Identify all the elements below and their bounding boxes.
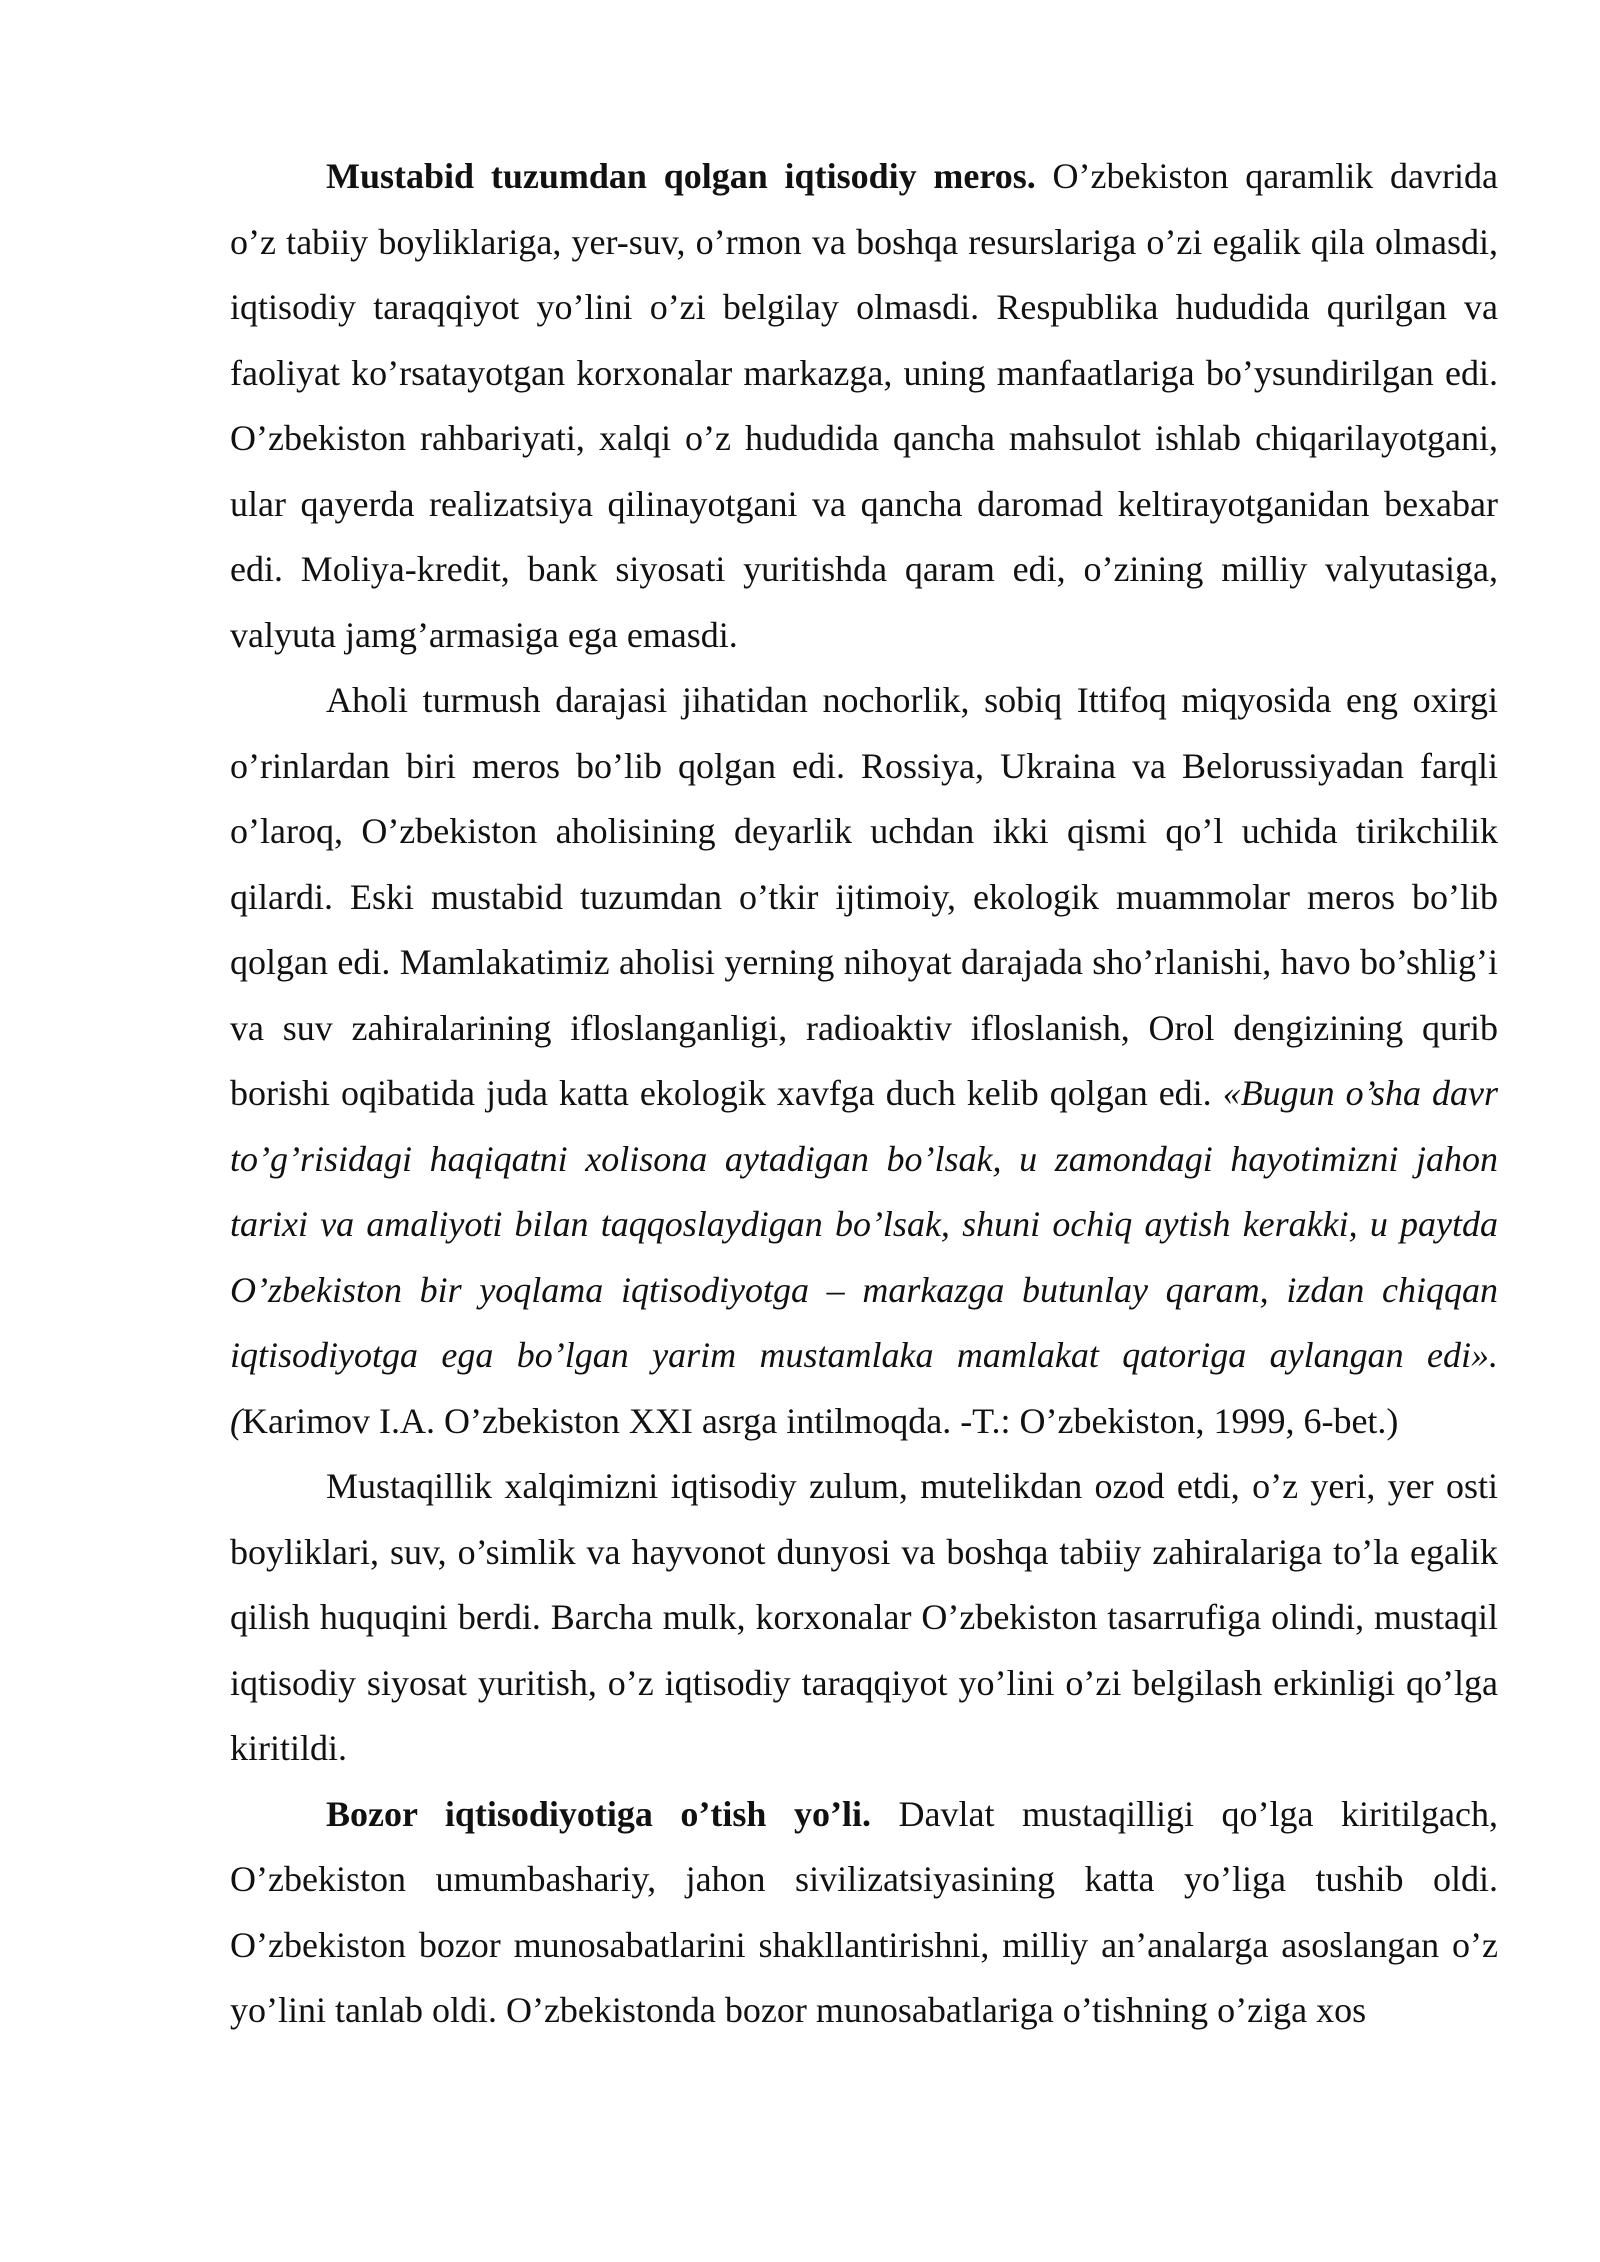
section-heading-market-transition: Bozor iqtisodiyotiga o’tish yo’li. [326,1793,871,1834]
section-heading-economic-legacy: Mustabid tuzumdan qolgan iqtisodiy meros. [326,156,1036,196]
paragraph-independence [230,1454,1498,1782]
paragraph-text: Davlat mustaqilligi qo’lga kiritilgach, O’zbekiston umumbashariy, jahon sivilizatsiyasining katta yo’liga tushib oldi. O’zbekiston bozor munosabatlarini shakllantirishni, milliy an’analarga asoslangan o’z yo’lini tanlab oldi. O’zbekistonda bozor munosabatlariga o’tishning o’ziga xos [230,1793,1499,2030]
document-page [230,144,1498,2044]
paragraph-economic-legacy [230,144,1498,668]
paragraph-text: Mustaqillik xalqimizni iqtisodiy zulum, mutelikdan ozod etdi, o’z yeri, yer osti boyliklari, suv, o’simlik va hayvonot dunyosi va boshqa tabiiy zahiralariga to’la egalik qilish huquqini berdi. Barcha mulk, korxonalar O’zbekiston tasarrufiga olindi, mustaqil iqtisodiy siyosat yuritish, o’z iqtisodiy taraqqiyot yo’lini o’zi belgilash erkinligi qo’lga kiritildi. [230,1466,1498,1768]
paragraph-text: Aholi turmush darajasi jihatidan nochorlik, sobiq Ittifoq miqyosida eng oxirgi o’rinlardan biri meros bo’lib qolgan edi. Rossiya, Ukraina va Belorussiyadan farqli o’laroq, O’zbekiston aholisining deyarlik uchdan ikki qismi qo’l uchida tirikchilik qilardi. Eski mustabid tuzumdan o’tkir ijtimoiy, ekologik muammolar meros bo’lib qolgan edi. Mamlakatimiz aholisi yerning nihoyat darajada sho’rlanishi, havo bo’shlig’i va suv zahiralarining ifloslanganligi, radioaktiv ifloslanish, Orol dengizining qurib borishi oqibatida juda katta ekologik xavfga duch kelib qolgan edi. [230,680,1498,1113]
paragraph-text: O’zbekiston qaramlik davrida o’z tabiiy boyliklariga, yer-suv, o’rmon va boshqa resurslariga o’zi egalik qila olmasdi, iqtisodiy taraqqiyot yo’lini o’zi belgilay olmasdi. Respublika hududida qurilgan va faoliyat ko’rsatayotgan korxonalar markazga, uning manfaatlariga bo’ysundirilgan edi. O’zbekiston rahbariyati, xalqi o’z hududida qancha mahsulot ishlab chiqarilayotgani, ular qayerda realizatsiya qilinayotgani va qancha daromad keltirayotganidan bexabar edi. Moliya-kredit, bank siyosati yuritishda qaram edi, o’zining milliy valyutasiga, valyuta jamg’armasiga ega emasdi. [230,156,1499,655]
paragraph-market-transition [230,1782,1498,2044]
paragraph-living-standards [230,668,1498,1454]
quote-citation: Karimov I.A. O’zbekiston XXI asrga intilmoqda. -T.: O’zbekiston, 1999, 6-bet.) [242,1400,1399,1441]
block-quote: «Bugun o’sha davr to’g’risidagi haqiqatni xolisona aytadigan bo’lsak, u zamondagi hayotimizni jahon tarixi va amaliyoti bilan taqqoslaydigan bo’lsak, shuni ochiq aytish kerakki, u paytda O’zbekiston bir yoqlama iqtisodiyotga – markazga butunlay qaram, izdan chiqqan iqtisodiyotga ega bo’lgan yarim mustamlaka mamlakat qatoriga aylangan edi». ( [230,1073,1499,1441]
